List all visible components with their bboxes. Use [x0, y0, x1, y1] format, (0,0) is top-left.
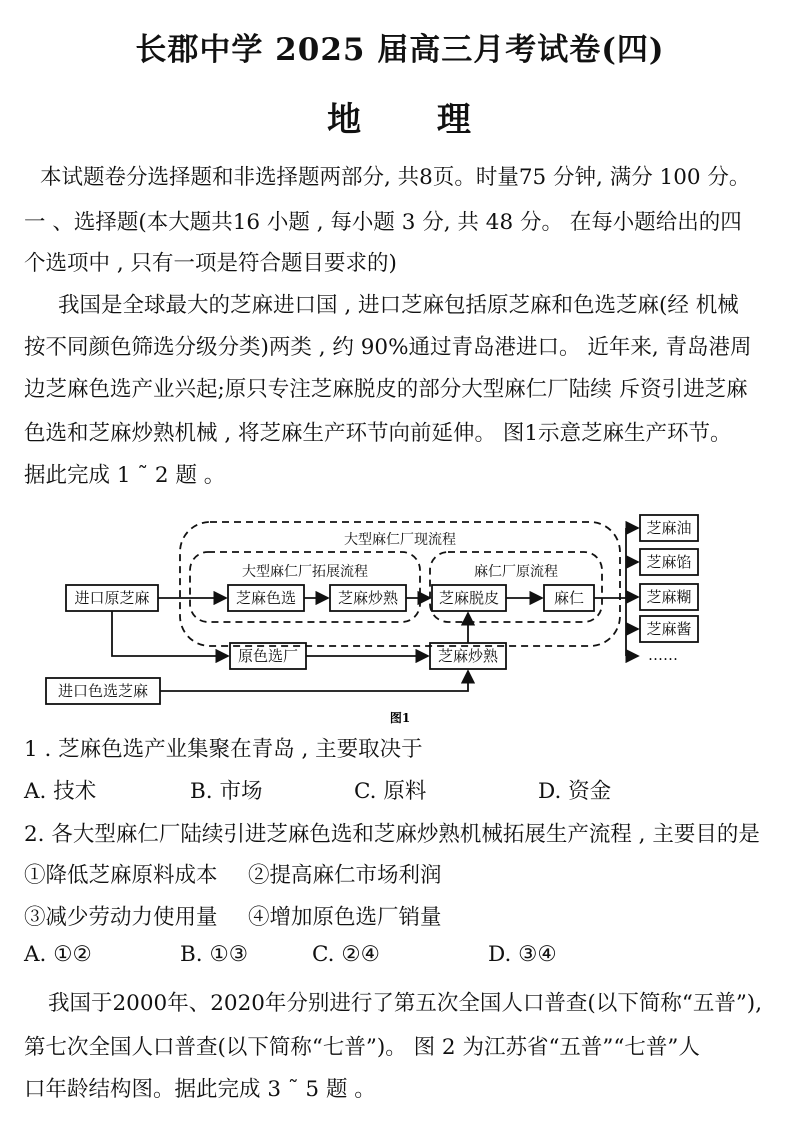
- q2-option-c: C. ②④: [312, 942, 380, 967]
- subject-title: 地 理: [327, 100, 473, 140]
- q1-option-c: C. 原料: [354, 779, 427, 804]
- page-title: 长郡中学 2025 届高三月考试卷(四): [135, 32, 665, 68]
- q1-option-d: D. 资金: [538, 779, 612, 804]
- q2-statement-3: ③减少劳动力使用量: [24, 905, 218, 930]
- product-more-label: ……: [648, 646, 678, 664]
- roast2-label: 芝麻炒熟: [437, 647, 499, 665]
- passage1-line4: 色选和芝麻炒熟机械 , 将芝麻生产环节向前延伸。 图1示意芝麻生产环节。: [24, 421, 732, 446]
- passage2-line3: 口年龄结构图。据此完成 3 ˜ 5 题 。: [24, 1077, 376, 1102]
- dehull-label: 芝麻脱皮: [438, 589, 500, 607]
- q2-option-d: D. ③④: [488, 942, 557, 967]
- origin-sort-label: 原色选厂: [237, 647, 299, 665]
- q2-option-b: B. ①③: [180, 942, 249, 967]
- passage1-line2: 按不同颜色筛选分级分类)两类 , 约 90%通过青岛港进口。 近年来, 青岛港周: [24, 335, 752, 360]
- q2-stem: 2. 各大型麻仁厂陆续引进芝麻色选和芝麻炒熟机械拓展生产流程 , 主要目的是: [24, 822, 760, 847]
- expand-process-label: 大型麻仁厂拓展流程: [242, 564, 368, 580]
- passage1-line3: 边芝麻色选产业兴起;原只专注芝麻脱皮的部分大型麻仁厂陆续 斥资引进芝麻: [24, 377, 748, 402]
- passage1-line5: 据此完成 1 ˜ 2 题 。: [24, 463, 226, 488]
- q1-stem: 1 . 芝麻色选产业集聚在青岛 , 主要取决于: [24, 737, 423, 762]
- import-sorted-label: 进口色选芝麻: [57, 682, 149, 700]
- product-cream-label: 芝麻糊: [646, 588, 692, 606]
- product-sauce-label: 芝麻酱: [646, 620, 692, 638]
- figure-1-diagram: [0, 505, 800, 730]
- kernel-label: 麻仁: [553, 589, 585, 607]
- import-raw-label: 进口原芝麻: [74, 589, 150, 607]
- exam-intro: 本试题卷分选择题和非选择题两部分, 共8页。时量75 分钟, 满分 100 分。: [40, 165, 751, 190]
- color-sort-label: 芝麻色选: [235, 589, 297, 607]
- passage2-line1: 我国于2000年、2020年分别进行了第五次全国人口普查(以下简称“五普”),: [48, 991, 763, 1016]
- q2-statement-2: ②提高麻仁市场利润: [248, 863, 442, 888]
- q1-option-a: A. 技术: [24, 779, 97, 804]
- q2-statement-4: ④增加原色选厂销量: [248, 905, 442, 930]
- section-heading-line1: 一 、选择题(本大题共16 小题 , 每小题 3 分, 共 48 分。 在每小题给出的四: [24, 210, 742, 235]
- product-paste-label: 芝麻馅: [646, 553, 692, 571]
- q2-option-a: A. ①②: [24, 942, 92, 967]
- outer-process-label: 大型麻仁厂现流程: [344, 532, 456, 548]
- original-process-label: 麻仁厂原流程: [474, 564, 558, 580]
- passage1-line1: 我国是全球最大的芝麻进口国 , 进口芝麻包括原芝麻和色选芝麻(经 机械: [58, 293, 739, 318]
- q2-statement-1: ①降低芝麻原料成本: [24, 863, 218, 888]
- q1-option-b: B. 市场: [190, 779, 263, 804]
- section-heading-line2: 个选项中 , 只有一项是符合题目要求的): [24, 251, 397, 276]
- roast-label: 芝麻炒熟: [337, 589, 399, 607]
- figure-caption: 图1: [389, 711, 411, 725]
- passage2-line2: 第七次全国人口普查(以下简称“七普”)。 图 2 为江苏省“五普”“七普”人: [24, 1035, 700, 1060]
- product-oil-label: 芝麻油: [646, 519, 692, 537]
